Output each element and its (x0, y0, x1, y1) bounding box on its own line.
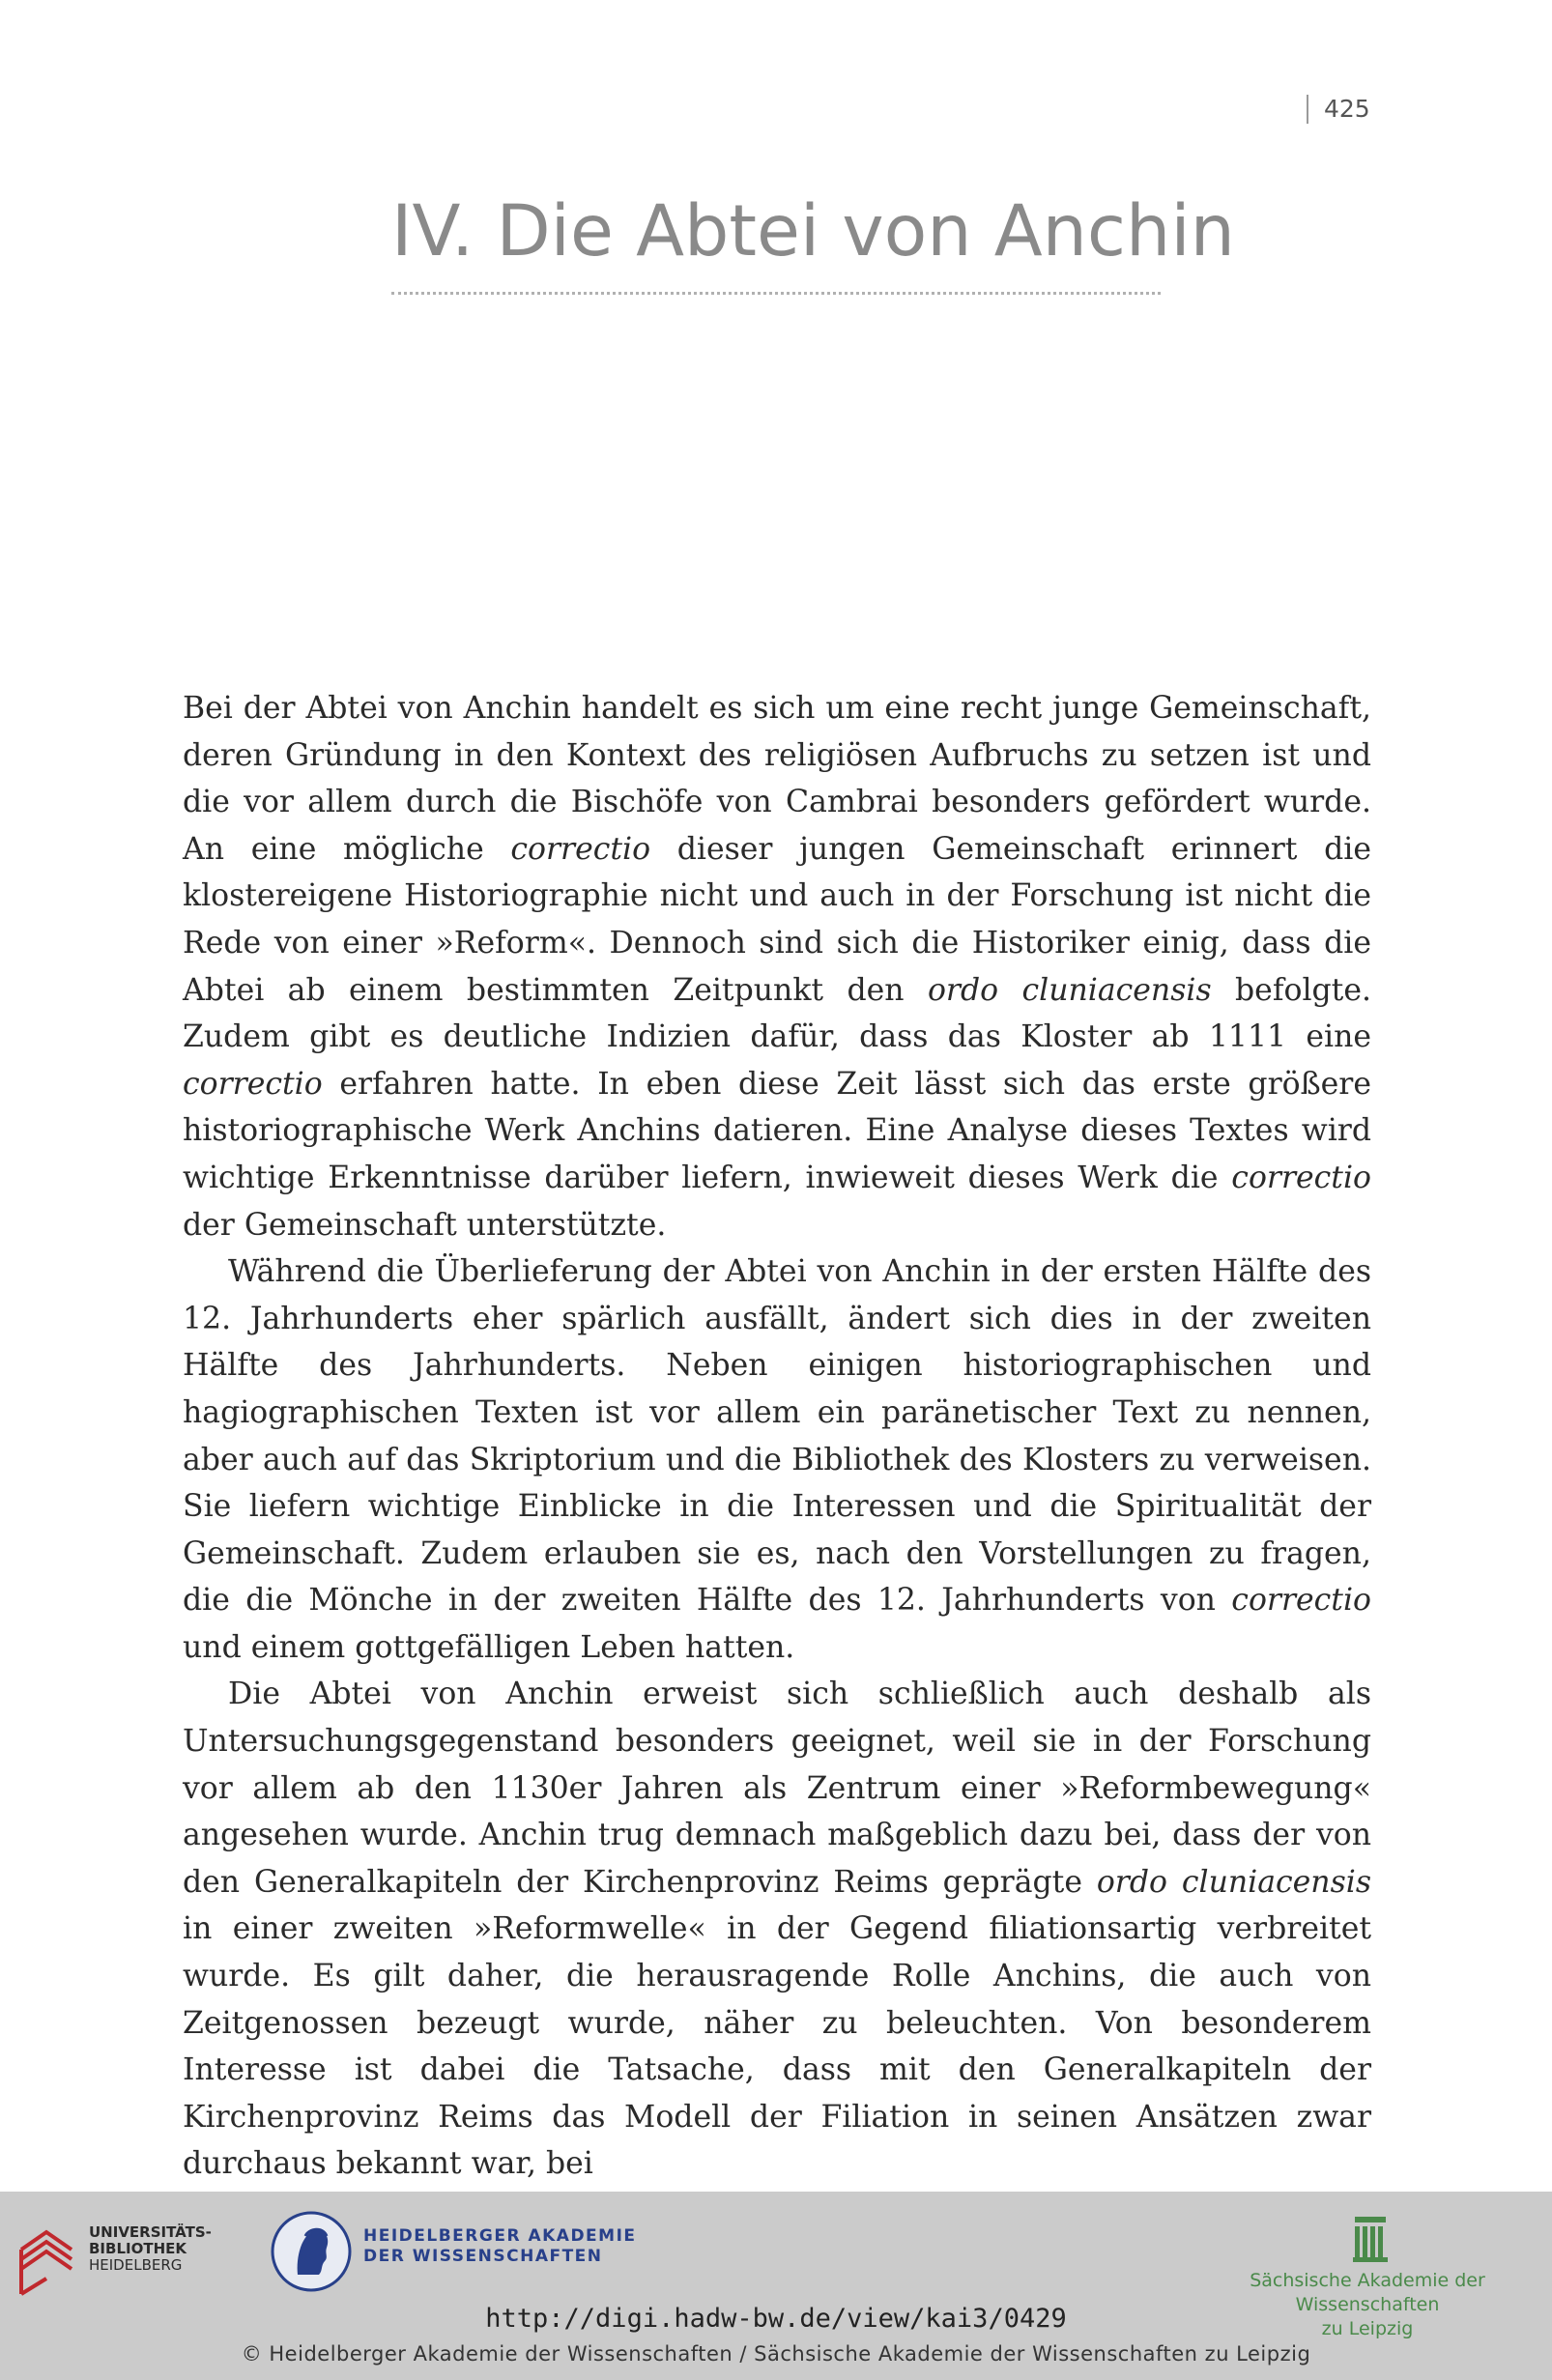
italic-term: correctio (1231, 1160, 1371, 1195)
saw-leipzig-logo[interactable] (1351, 2213, 1390, 2268)
saw-logo-text: Sächsische Akademie der Wissenschaften zu Leipzig (1250, 2270, 1485, 2339)
italic-term: correctio (510, 831, 651, 867)
italic-term: correctio (1231, 1583, 1371, 1619)
ub-building-icon (17, 2211, 75, 2296)
hadw-logo[interactable] (267, 2207, 356, 2301)
italic-term: correctio (183, 1066, 323, 1102)
italic-term: ordo cluniacensis (1096, 1864, 1371, 1900)
ub-logo-text: UNIVERSITÄTS- BIBLIOTHEK HEIDELBERG (89, 2223, 212, 2274)
paragraph-2: Während die Überlieferung der Abtei von Anchin in der ersten Hälfte des 12. Jahrhunderts eher spärlich ausfällt, ändert sich dies in der zweiten Hälfte des Jahrhunderts. Neben einigen historiographischen und hagiographischen Texten ist vor allem ein paränetischer Text zu nennen, aber auch auf das Skriptorium und die Bibliothek des Klosters zu verweisen. Sie liefern wichtige Einblicke in die Interessen und die Spiritualität der Gemeinschaft. Zudem erlauben sie es, nach den Vorstellungen zu fragen, die die Mönche in der zweiten Hälfte des 12. Jahrhunderts von correctio und einem gottgefälligen Leben hatten. (183, 1254, 1371, 1665)
paragraph-3: Die Abtei von Anchin erweist sich schließlich auch deshalb als Untersuchungsgegenstand besonders geeignet, weil sie in der Forschung vor allem ab den 1130er Jahren als Zentrum einer »Reformbewegung« angesehen wurde. Anchin trug demnach maßgeblich dazu bei, dass der von den Generalkapiteln der Kirchenprovinz Reims geprägte ordo cluniacensis in einer zweiten »Reformwelle« in der Gegend filiationsartig verbreitet wurde. Es gilt daher, die herausragende Rolle Anchins, die auch von Zeitgenossen bezeugt wurde, näher zu beleuchten. Von besonderem Interesse ist dabei die Tatsache, dass mit den Generalkapiteln der Kirchenprovinz Reims das Modell der Filiation in seinen Ansätzen zwar durchaus bekannt war, bei (183, 1677, 1371, 2182)
paragraph-1: Bei der Abtei von Anchin handelt es sich um eine recht junge Gemeinschaft, deren Gründung in den Kontext des religiösen Aufbruchs zu setzen ist und die vor allem durch die Bischöfe von Cambrai besonders gefördert wurde. An eine mögliche correctio dieser jungen Gemeinschaft erinnert die klostereigene Historiographie nicht und auch in der Forschung ist nicht die Rede von einer »Reform«. Dennoch sind sich die Historiker einig, dass die Abtei ab einem bestimmten Zeitpunkt den ordo cluniacensis befolgte. Zudem gibt es deutliche Indizien dafür, dass das Kloster ab 1111 eine correctio erfahren hatte. In eben diese Zeit lässt sich das erste größere historiographische Werk Anchins datieren. Eine Analyse dieses Textes wird wichtige Erkenntnisse darüber liefern, inwieweit dieses Werk die correctio der Gemeinschaft unterstützte. (183, 691, 1371, 1243)
italic-term: ordo cluniacensis (927, 972, 1212, 1008)
ub-heidelberg-logo[interactable] (17, 2211, 240, 2317)
chapter-title: IV. Die Abtei von Anchin (391, 190, 1235, 272)
title-dotted-rule (391, 292, 1161, 295)
footer-url-link[interactable]: http://digi.hadw-bw.de/view/kai3/0429 (485, 2304, 1067, 2334)
hadw-logo-text: HEIDELBERGER AKADEMIE DER WISSENSCHAFTEN (363, 2226, 637, 2266)
page-number: 425 (1307, 95, 1370, 124)
footer-copyright: © Heidelberger Akademie der Wissenschaften / Sächsische Akademie der Wissenschaften zu Leipzig (241, 2342, 1311, 2366)
saw-building-icon (1351, 2213, 1390, 2263)
footer-banner (0, 2192, 1552, 2380)
body-text (183, 685, 1371, 2188)
hadw-medallion-icon (267, 2207, 356, 2296)
